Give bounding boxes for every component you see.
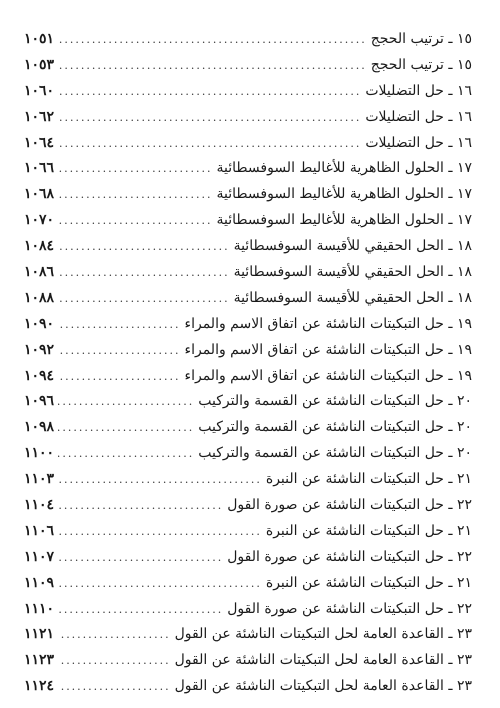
toc-entry <box>24 182 472 208</box>
dot-leader <box>58 338 180 364</box>
toc-entry-title: ١٨ ـ الحل الحقيقي للأقيسة السوفسطائية <box>233 289 472 306</box>
toc-entry-page: ١١٢٣ <box>24 652 55 669</box>
dot-leader <box>58 441 194 467</box>
toc-entry <box>24 156 472 182</box>
toc-entry-title: ٢٣ ـ القاعدة العامة لحل التبكيتات الناشئة عن القول <box>174 626 472 643</box>
toc-entry-page: ١١٠٣ <box>24 471 55 488</box>
toc-entry-title: ٢٢ ـ حل التبكيتات الناشئة عن صورة القول <box>227 497 472 514</box>
toc-entry-page: ١١٠٩ <box>24 574 55 591</box>
toc-entry-title: ١٦ ـ حل التضليلات <box>365 108 472 125</box>
toc-entry <box>24 545 472 571</box>
dot-leader <box>58 27 367 53</box>
toc-entry-title: ٢١ ـ حل التبكيتات الناشئة عن النبرة <box>265 471 472 488</box>
toc-entry-page: ١١٠٤ <box>24 497 55 514</box>
toc-entry-page: ١٠٦٤ <box>24 134 55 151</box>
toc-entry-page: ١٠٨٦ <box>24 264 55 281</box>
toc-entry <box>24 389 472 415</box>
toc-entry <box>24 622 472 648</box>
toc-entry <box>24 364 472 390</box>
toc-entry-page: ١٠٦٢ <box>24 108 55 125</box>
toc-entry <box>24 27 472 53</box>
dot-leader <box>58 571 262 597</box>
toc-entry <box>24 674 472 700</box>
dot-leader <box>58 131 361 157</box>
toc-entry-page: ١٠٩٢ <box>24 341 55 358</box>
toc-entry-title: ١٧ ـ الحلول الظاهرية للأغاليط السوفسطائية <box>216 186 472 203</box>
dot-leader <box>58 182 212 208</box>
toc-entry <box>24 648 472 674</box>
dot-leader <box>58 493 223 519</box>
dot-leader <box>58 79 361 105</box>
toc-entry-title: ١٨ ـ الحل الحقيقي للأقيسة السوفسطائية <box>233 238 472 255</box>
dot-leader <box>58 622 171 648</box>
toc-entry-title: ١٩ ـ حل التبكيتات الناشئة عن اتفاق الاسم والمراء <box>184 367 472 384</box>
dot-leader <box>58 260 230 286</box>
toc-entry <box>24 493 472 519</box>
dot-leader <box>58 467 262 493</box>
toc-entry-title: ١٩ ـ حل التبكيتات الناشئة عن اتفاق الاسم والمراء <box>184 341 472 358</box>
toc-entry-title: ٢٣ ـ القاعدة العامة لحل التبكيتات الناشئة عن القول <box>174 652 472 669</box>
toc-entry-title: ١٨ ـ الحل الحقيقي للأقيسة السوفسطائية <box>233 264 472 281</box>
toc-entry-page: ١١٠٠ <box>24 445 55 462</box>
toc-entry-page: ١١٠٧ <box>24 548 55 565</box>
dot-leader <box>58 389 194 415</box>
toc-entry-page: ١٠٩٠ <box>24 315 55 332</box>
toc-entry <box>24 338 472 364</box>
toc-entry-page: ١٠٦٠ <box>24 82 55 99</box>
toc-entry-page: ١٠٦٨ <box>24 186 55 203</box>
dot-leader <box>58 156 212 182</box>
toc-entry <box>24 131 472 157</box>
toc-entry-page: ١٠٥١ <box>24 31 55 47</box>
toc-entry-page: ١٠٨٨ <box>24 289 55 306</box>
toc-entry-page: ١١٠٦ <box>24 522 55 539</box>
toc-entry-page: ١٠٩٨ <box>24 419 55 436</box>
toc-entry <box>24 286 472 312</box>
toc-entry-title: ١٧ ـ الحلول الظاهرية للأغاليط السوفسطائية <box>216 160 472 177</box>
toc-entry-page: ١٠٨٤ <box>24 238 55 255</box>
toc-entry <box>24 53 472 79</box>
toc-entry <box>24 234 472 260</box>
toc-entry-title: ٢٣ ـ القاعدة العامة لحل التبكيتات الناشئة عن القول <box>174 678 472 695</box>
dot-leader <box>58 105 361 131</box>
dot-leader <box>58 208 212 234</box>
toc-entry-title: ١٥ ـ ترتيب الحجج <box>370 31 472 47</box>
toc-entry-title: ١٩ ـ حل التبكيتات الناشئة عن اتفاق الاسم والمراء <box>184 315 472 332</box>
dot-leader <box>58 364 180 390</box>
dot-leader <box>58 648 171 674</box>
toc-entry-page: ١١٢٤ <box>24 678 55 695</box>
toc-entry-page: ١٠٥٣ <box>24 56 55 73</box>
toc-entry <box>24 571 472 597</box>
toc-entry-title: ٢٠ ـ حل التبكيتات الناشئة عن القسمة والتركيب <box>198 419 472 436</box>
toc-entry <box>24 260 472 286</box>
toc-entry-page: ١٠٩٦ <box>24 393 55 410</box>
dot-leader <box>58 53 367 79</box>
toc-entry-title: ٢٢ ـ حل التبكيتات الناشئة عن صورة القول <box>227 600 472 617</box>
toc-entry-title: ٢٢ ـ حل التبكيتات الناشئة عن صورة القول <box>227 548 472 565</box>
dot-leader <box>58 519 262 545</box>
toc-entry <box>24 441 472 467</box>
toc-entry <box>24 312 472 338</box>
toc-entry <box>24 415 472 441</box>
toc-entry-title: ٢١ ـ حل التبكيتات الناشئة عن النبرة <box>265 522 472 539</box>
dot-leader <box>58 597 223 623</box>
toc-entry <box>24 208 472 234</box>
dot-leader <box>58 415 194 441</box>
toc-entry <box>24 79 472 105</box>
toc-entry <box>24 597 472 623</box>
toc-entry-page: ١١١٠ <box>24 600 55 617</box>
toc-entry-page: ١١٢١ <box>24 626 55 643</box>
dot-leader <box>58 545 223 571</box>
toc-entry-title: ١٦ ـ حل التضليلات <box>365 82 472 99</box>
toc-entry <box>24 467 472 493</box>
dot-leader <box>58 286 230 312</box>
toc-entry-page: ١٠٧٠ <box>24 212 55 229</box>
dot-leader <box>58 312 180 338</box>
toc-entry-page: ١٠٦٦ <box>24 160 55 177</box>
toc-entry-title: ١٦ ـ حل التضليلات <box>365 134 472 151</box>
toc-entry-page: ١٠٩٤ <box>24 367 55 384</box>
toc-entry-title: ٢١ ـ حل التبكيتات الناشئة عن النبرة <box>265 574 472 591</box>
toc-entry-title: ٢٠ ـ حل التبكيتات الناشئة عن القسمة والتركيب <box>198 445 472 462</box>
toc-entry <box>24 105 472 131</box>
toc-entry <box>24 519 472 545</box>
toc-entry-title: ٢٠ ـ حل التبكيتات الناشئة عن القسمة والتركيب <box>198 393 472 410</box>
dot-leader <box>58 674 171 700</box>
toc-entry-title: ١٧ ـ الحلول الظاهرية للأغاليط السوفسطائية <box>216 212 472 229</box>
table-of-contents <box>24 27 472 700</box>
dot-leader <box>58 234 230 260</box>
toc-entry-title: ١٥ ـ ترتيب الحجج <box>370 56 472 73</box>
